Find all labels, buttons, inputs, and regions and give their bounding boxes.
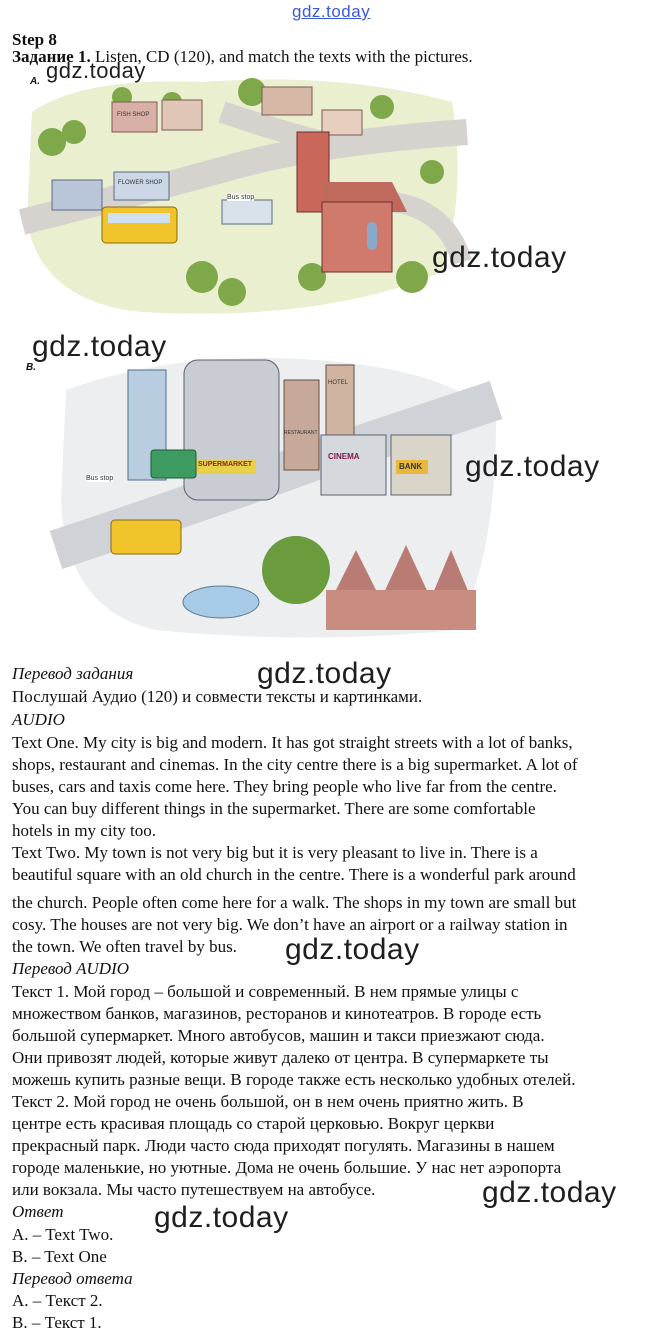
watermark: gdz.today <box>154 1201 289 1234</box>
restaurant-sign: RESTAURANT <box>284 430 318 436</box>
audio-line: Text One. My city is big and modern. It has got straight streets with a lot of banks, <box>12 733 573 752</box>
cinema-sign: CINEMA <box>328 452 360 461</box>
fish-shop-sign: FISH SHOP <box>117 112 150 118</box>
audio-translation-line: или вокзала. Мы часто путешествуем на автобусе. <box>12 1180 376 1199</box>
answer-translation-line: A. – Текст 2. <box>12 1291 103 1310</box>
watermark: gdz.today <box>32 330 167 363</box>
audio-line: shops, restaurant and cinemas. In the city centre there is a big supermarket. A lot of <box>12 755 578 774</box>
answer-line: A. – Text Two. <box>12 1225 114 1244</box>
task-text: Listen, CD (120), and match the texts with the pictures. <box>90 47 473 66</box>
audio-translation-line: множеством банков, магазинов, ресторанов и кинотеатров. В городе есть <box>12 1004 542 1023</box>
bank-sign: BANK <box>399 462 423 471</box>
audio-line: Text Two. My town is not very big but it is very pleasant to live in. There is a <box>12 843 538 862</box>
watermark: gdz.today <box>257 657 392 690</box>
translation-task-heading: Перевод задания <box>12 664 134 683</box>
audio-line: hotels in my city too. <box>12 821 157 840</box>
picture-b-big-city <box>26 340 501 645</box>
bus-stop-sign-b: Bus stop <box>86 475 114 482</box>
answer-line: B. – Text One <box>12 1247 107 1266</box>
picture-b-label: B. <box>26 362 36 373</box>
audio-translation-line: прекрасный парк. Люди часто сюда приходят погулять. Магазины в нашем <box>12 1136 555 1155</box>
supermarket-sign: SUPERMARKET <box>198 461 253 468</box>
audio-line: beautiful square with an old church in the centre. There is a wonderful park around <box>12 865 576 884</box>
city-illustration <box>56 340 501 645</box>
bus-stop-sign: Bus stop <box>227 194 255 201</box>
task-prefix: Задание 1. <box>12 47 91 66</box>
audio-translation-line: Текст 2. Мой город не очень большой, он в нем очень приятно жить. В <box>12 1092 524 1111</box>
watermark: gdz.today <box>482 1176 617 1209</box>
audio-line: You can buy different things in the supermarket. There are some comfortable <box>12 799 536 818</box>
audio-translation-line: большой супермаркет. Много автобусов, машин и такси приезжают сюда. <box>12 1026 545 1045</box>
audio-translation-line: городе маленькие, но уютные. Дома не очень большие. У нас нет аэропорта <box>12 1158 562 1177</box>
picture-a-small-town <box>22 72 467 320</box>
audio-translation-line: Они привозят людей, которые живут далеко от центра. В супермаркете ты <box>12 1048 549 1067</box>
audio-heading: AUDIO <box>12 710 65 729</box>
step-title: Step 8 <box>12 30 57 49</box>
hotel-sign: HOTEL <box>328 380 349 386</box>
flower-shop-sign: FLOWER SHOP <box>118 180 163 186</box>
answer-translation-heading: Перевод ответа <box>12 1269 133 1288</box>
watermark: gdz.today <box>285 933 420 966</box>
answer-translation-line: B. – Текст 1. <box>12 1313 102 1332</box>
answer-heading: Ответ <box>12 1202 64 1221</box>
watermark: gdz.today <box>432 241 567 274</box>
audio-line: buses, cars and taxis come here. They bring people who live far from the centre. <box>12 777 557 796</box>
watermark-top: gdz.today <box>292 2 371 21</box>
watermark: gdz.today <box>46 58 146 83</box>
audio-translation-line: центре есть красивая площадь со старой церковью. Вокруг церкви <box>12 1114 495 1133</box>
audio-translation-line: можешь купить разные вещи. В городе также есть несколько удобных отелей. <box>12 1070 576 1089</box>
audio-line: cosy. The houses are not very big. We don’t have an airport or a railway station in <box>12 915 568 934</box>
audio-translation-line: Текст 1. Мой город – большой и современный. В нем прямые улицы с <box>12 982 519 1001</box>
picture-a-label: A. <box>30 76 40 87</box>
audio-line: the town. We often travel by bus. <box>12 937 237 956</box>
watermark: gdz.today <box>465 450 600 483</box>
translation-task-text: Послушай Аудио (120) и совмести тексты и картинками. <box>12 687 423 706</box>
audio-line: the church. People often come here for a walk. The shops in my town are small but <box>12 893 577 912</box>
audio-translation-heading: Перевод AUDIO <box>12 959 130 978</box>
